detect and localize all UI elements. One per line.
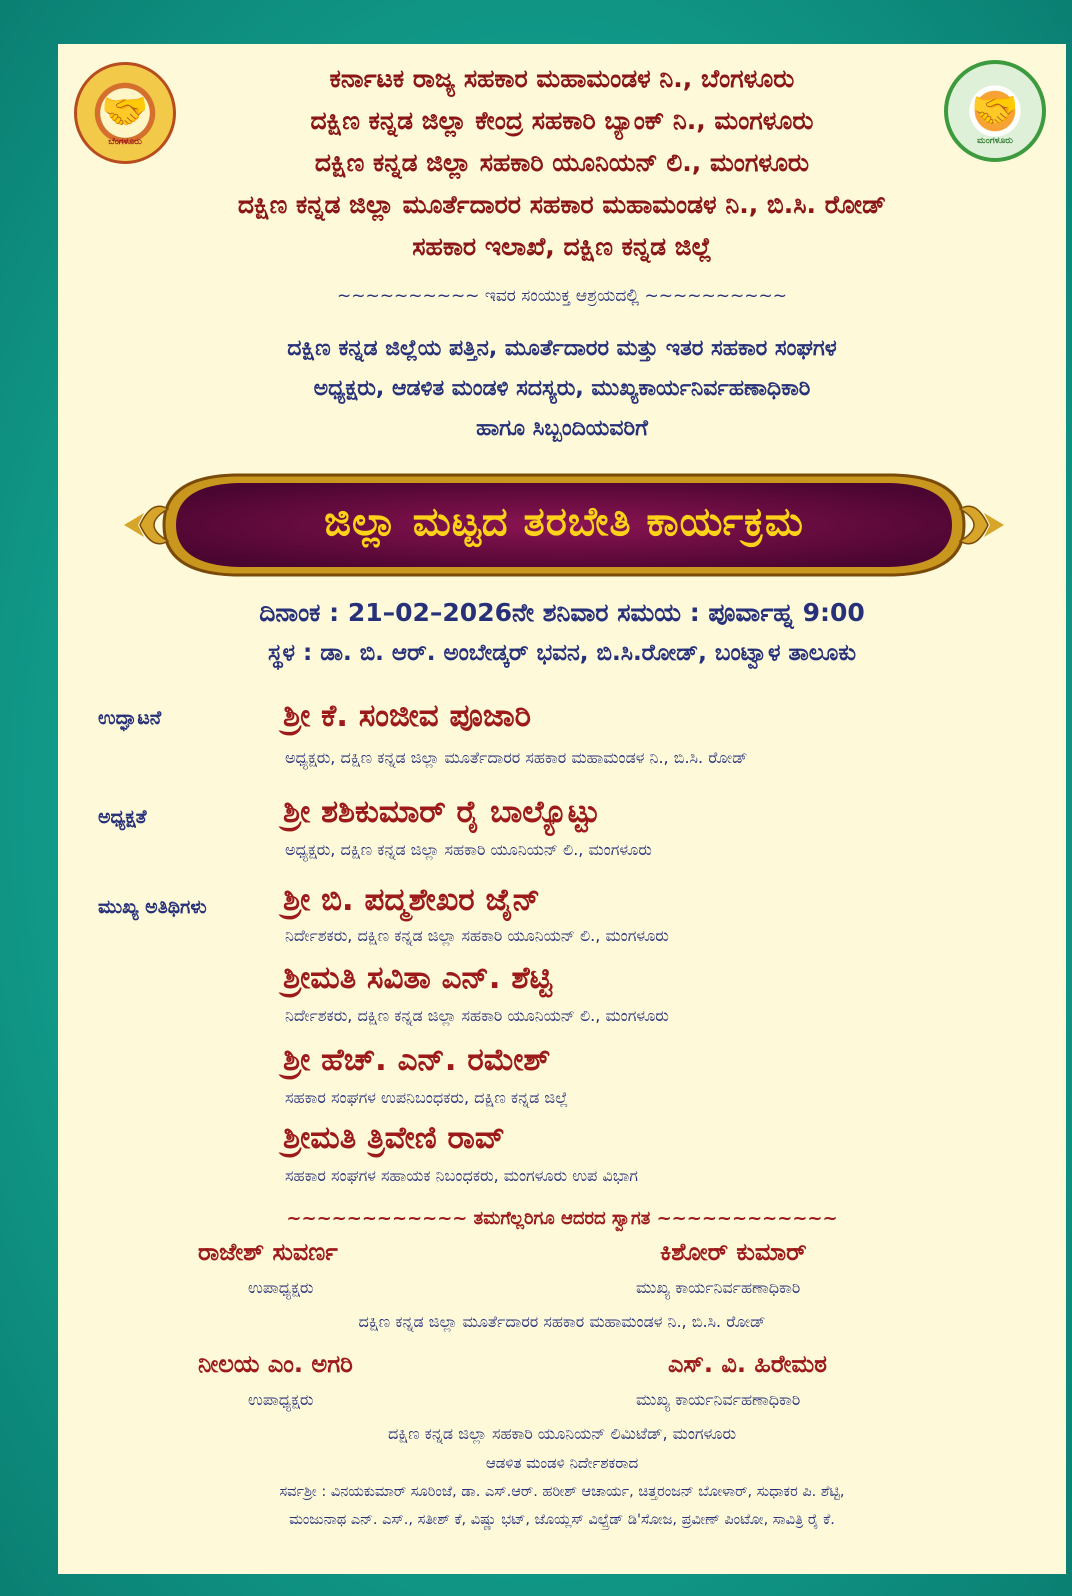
welcome-1-left-role: ಉಪಾಧ್ಯಕ್ಷರು xyxy=(248,1278,314,1297)
joint-auspices-line: ~~~~~~~~~~ ಇವರ ಸಂಯುಕ್ತ ಆಶ್ರಯದಲ್ಲಿ ~~~~~~~~~~ xyxy=(336,286,787,306)
guest-role-2: ಅಧ್ಯಕ್ಷರು, ದಕ್ಷಿಣ ಕನ್ನಡ ಜಿಲ್ಲಾ ಸಹಕಾರಿ ಯೂನಿಯನ್ ಲಿ., ಮಂಗಳೂರು xyxy=(285,840,652,859)
welcome-2-left-name: ನೀಲಯ ಎಂ. ಅಗರಿ xyxy=(198,1350,353,1378)
event-date-line: ದಿನಾಂಕ : 21–02–2026ನೇ ಶನಿವಾರ ಸಮಯ : ಪೂರ್ವಾಹ್ನ 9:00 xyxy=(259,598,865,627)
board-title: ಆಡಳಿತ ಮಂಡಳಿ ನಿರ್ದೇಶಕರಾದ xyxy=(485,1454,639,1472)
guest-name-4: ಶ್ರೀಮತಿ ಸವಿತಾ ಎನ್. ಶೆಟ್ಟಿ xyxy=(283,960,553,996)
org-line-2: ದಕ್ಷಿಣ ಕನ್ನಡ ಜಿಲ್ಲಾ ಕೇಂದ್ರ ಸಹಕಾರಿ ಬ್ಯಾಂಕ್ ನಿ., ಮಂಗಳೂರು xyxy=(310,106,814,135)
org-line-3: ದಕ್ಷಿಣ ಕನ್ನಡ ಜಿಲ್ಲಾ ಸಹಕಾರಿ ಯೂನಿಯನ್ ಲಿ., ಮಂಗಳೂರು xyxy=(314,148,810,177)
presidency-label: ಅಧ್ಯಕ್ಷತೆ xyxy=(98,806,147,828)
chief-guests-label: ಮುಖ್ಯ ಅತಿಥಿಗಳು xyxy=(98,896,207,918)
title-banner xyxy=(124,469,1004,581)
guest-role-6: ಸಹಕಾರ ಸಂಘಗಳ ಸಹಾಯಕ ನಿಬಂಧಕರು, ಮಂಗಳೂರು ಉಪ ವಿಭಾಗ xyxy=(285,1166,638,1185)
org-line-4: ದಕ್ಷಿಣ ಕನ್ನಡ ಜಿಲ್ಲಾ ಮೂರ್ತೆದಾರರ ಸಹಕಾರ ಮಹಾಮಂಡಳ ನಿ., ಬಿ.ಸಿ. ರೋಡ್ xyxy=(237,190,887,219)
invitation-card xyxy=(58,44,1066,1574)
welcome-1-org: ದಕ್ಷಿಣ ಕನ್ನಡ ಜಿಲ್ಲಾ ಮೂರ್ತೆದಾರರ ಸಹಕಾರ ಮಹಾಮಂಡಳ ನಿ., ಬಿ.ಸಿ. ರೋಡ್ xyxy=(358,1312,766,1331)
invitee-line-1: ದಕ್ಷಿಣ ಕನ್ನಡ ಜಿಲ್ಲೆಯ ಪತ್ತಿನ, ಮೂರ್ತೆದಾರರ ಮತ್ತು ಇತರ ಸಹಕಾರ ಸಂಘಗಳ xyxy=(287,336,837,361)
guest-role-5: ಸಹಕಾರ ಸಂಘಗಳ ಉಪನಿಬಂಧಕರು, ದಕ್ಷಿಣ ಕನ್ನಡ ಜಿಲ್ಲೆ xyxy=(285,1088,569,1107)
welcome-2-right-name: ಎಸ್. ವಿ. ಹಿರೇಮಠ xyxy=(668,1350,827,1378)
org-line-1: ಕರ್ನಾಟಕ ರಾಜ್ಯ ಸಹಕಾರ ಮಹಾಮಂಡಳ ನಿ., ಬೆಂಗಳೂರು xyxy=(329,64,795,93)
welcome-2-right-role: ಮುಖ್ಯ ಕಾರ್ಯನಿರ್ವಹಣಾಧಿಕಾರಿ xyxy=(636,1390,801,1409)
guest-role-4: ನಿರ್ದೇಶಕರು, ದಕ್ಷಿಣ ಕನ್ನಡ ಜಿಲ್ಲಾ ಸಹಕಾರಿ ಯೂನಿಯನ್ ಲಿ., ಮಂಗಳೂರು xyxy=(285,1006,669,1025)
welcome-1-right-role: ಮುಖ್ಯ ಕಾರ್ಯನಿರ್ವಹಣಾಧಿಕಾರಿ xyxy=(636,1278,801,1297)
welcome-line: ~~~~~~~~~~~~ ತಮಗೆಲ್ಲರಿಗೂ ಆದರದ ಸ್ವಾಗತ ~~~~~~~~~~~~ xyxy=(286,1208,838,1229)
guest-name-3: ಶ್ರೀ ಬಿ. ಪದ್ಮಶೇಖರ ಜೈನ್ xyxy=(283,882,541,918)
invitee-line-2: ಅಧ್ಯಕ್ಷರು, ಆಡಳಿತ ಮಂಡಳಿ ಸದಸ್ಯರು, ಮುಖ್ಯಕಾರ್ಯನಿರ್ವಹಣಾಧಿಕಾರಿ xyxy=(313,376,811,401)
welcome-2-org: ದಕ್ಷಿಣ ಕನ್ನಡ ಜಿಲ್ಲಾ ಸಹಕಾರಿ ಯೂನಿಯನ್ ಲಿಮಿಟೆಡ್, ಮಂಗಳೂರು xyxy=(387,1424,737,1443)
guest-name-1: ಶ್ರೀ ಕೆ. ಸಂಜೀವ ಪೂಜಾರಿ xyxy=(283,698,532,734)
welcome-1-left-name: ರಾಜೇಶ್ ಸುವರ್ಣ xyxy=(198,1238,338,1266)
guest-name-2: ಶ್ರೀ ಶಶಿಕುಮಾರ್ ರೈ ಬಾಲ್ಯೊಟ್ಟು xyxy=(283,794,600,830)
guest-role-1: ಅಧ್ಯಕ್ಷರು, ದಕ್ಷಿಣ ಕನ್ನಡ ಜಿಲ್ಲಾ ಮೂರ್ತೆದಾರರ ಸಹಕಾರ ಮಹಾಮಂಡಳ ನಿ., ಬಿ.ಸಿ. ರೋಡ್ xyxy=(285,748,748,767)
banner-title: ಜಿಲ್ಲಾ ಮಟ್ಟದ ತರಬೇತಿ ಕಾರ್ಯಕ್ರಮ xyxy=(324,499,804,545)
guest-role-3: ನಿರ್ದೇಶಕರು, ದಕ್ಷಿಣ ಕನ್ನಡ ಜಿಲ್ಲಾ ಸಹಕಾರಿ ಯೂನಿಯನ್ ಲಿ., ಮಂಗಳೂರು xyxy=(285,926,669,945)
event-venue-line: ಸ್ಥಳ : ಡಾ. ಬಿ. ಆರ್. ಅಂಬೇಡ್ಕರ್ ಭವನ, ಬಿ.ಸಿ.ರೋಡ್, ಬಂಟ್ವಾಳ ತಾಲೂಕು xyxy=(267,640,857,666)
handshake-sun-icon: 🤝 xyxy=(971,88,1019,132)
board-members-line-1: ಸರ್ವಶ್ರೀ : ವಿನಯಕುಮಾರ್ ಸೂರಿಂಜೆ, ಡಾ. ಎಸ್.ಆರ್. ಹರೀಶ್ ಆಚಾರ್ಯ, ಚಿತ್ತರಂಜನ್ ಬೋಳಾರ್, ಸುಧಾಕರ ಪಿ. ಶೆಟ್ಟಿ, xyxy=(279,1484,845,1500)
left-seal-text: ಬೆಂಗಳೂರು xyxy=(108,137,142,147)
welcome-1-right-name: ಕಿಶೋರ್ ಕುಮಾರ್ xyxy=(660,1238,807,1266)
handshake-icon: 🤝 xyxy=(101,89,149,133)
right-seal-text: ಮಂಗಳೂರು xyxy=(977,136,1013,146)
invitee-line-3: ಹಾಗೂ ಸಿಬ್ಬಂದಿಯವರಿಗೆ xyxy=(476,416,648,441)
guest-name-6: ಶ್ರೀಮತಿ ತ್ರಿವೇಣಿ ರಾವ್ xyxy=(283,1120,505,1156)
welcome-2-left-role: ಉಪಾಧ್ಯಕ್ಷರು xyxy=(248,1390,314,1409)
org-line-5: ಸಹಕಾರ ಇಲಾಖೆ, ದಕ್ಷಿಣ ಕನ್ನಡ ಜಿಲ್ಲೆ xyxy=(412,232,712,261)
board-members-line-2: ಮಂಜುನಾಥ ಎನ್. ಎಸ್., ಸತೀಶ್ ಕೆ, ವಿಷ್ಣು ಭಟ್, ಜೊಯ್ಲಸ್ ವಿಲ್ಪ್ರೆಡ್ ಡಿ'ಸೋಜ, ಪ್ರವೀಣ್ ಪಿಂಟೋ, ಸಾವಿತ್ರಿ ರೈ ಕೆ. xyxy=(289,1512,835,1528)
inauguration-label: ಉದ್ಘಾಟನೆ xyxy=(98,707,162,729)
guest-name-5: ಶ್ರೀ ಹೆಚ್. ಎನ್. ರಮೇಶ್ xyxy=(283,1042,551,1078)
